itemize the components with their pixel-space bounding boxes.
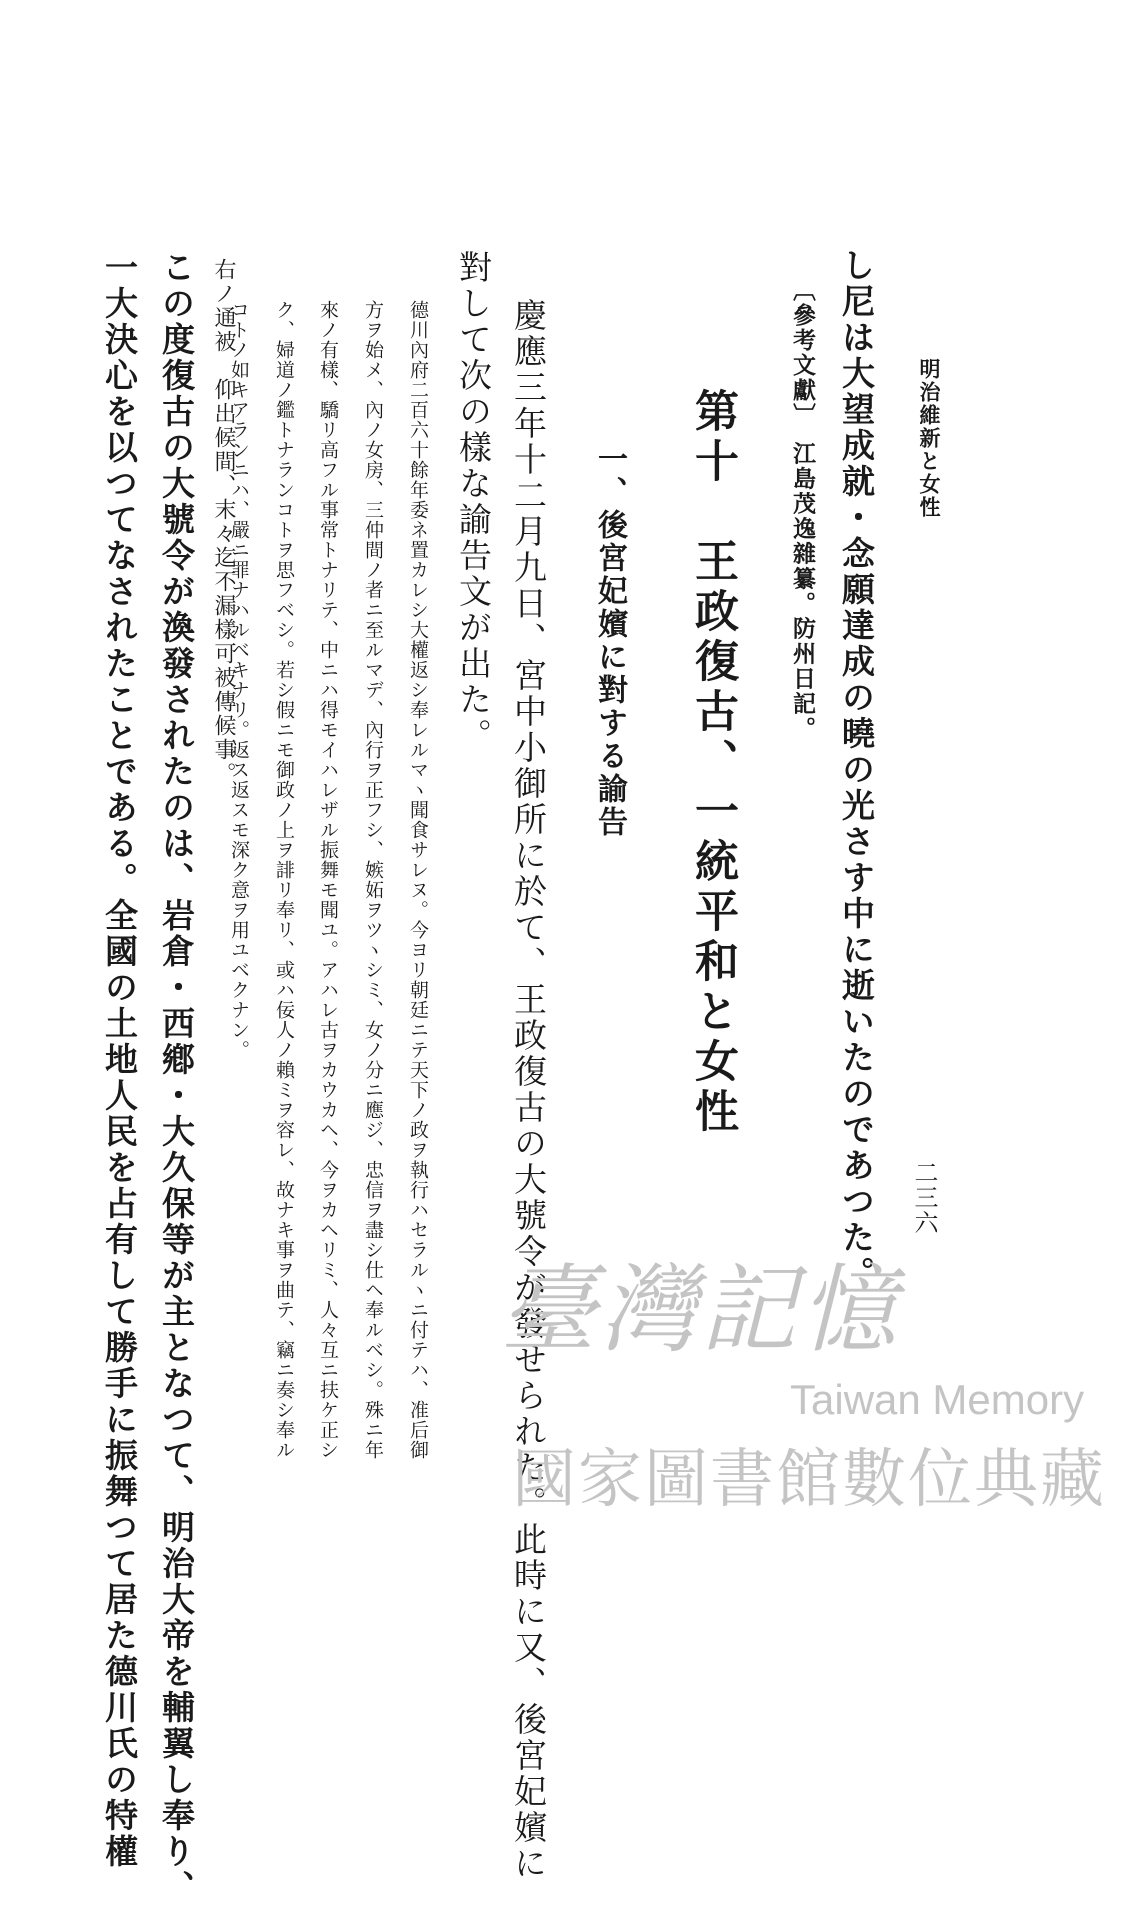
page-number: 二三六: [910, 1160, 938, 1235]
edict-closing: 右ノ通被 仰出候間、末々迄不漏樣可被傳候事。: [211, 258, 236, 786]
section-heading: 一、後宮妃嬪に對する諭告: [592, 443, 627, 839]
previous-paragraph-end: し尼は大望成就・念願達成の曉の光さす中に逝いたのであつた。: [837, 248, 876, 1292]
edict-line-4: ク、婦道ノ鑑トナランコトヲ思フベシ。若シ假ニモ御政ノ上ヲ誹リ奉リ、或ハ佞人ノ賴ミヲ容レ、故ナキ事ヲ曲テ、竊ニ奏シ奉ル: [273, 300, 295, 1460]
chapter-title: 王政復古、一統平和と女性: [687, 538, 738, 1138]
watermark-institution: 國家圖書館數位典藏: [512, 1443, 1106, 1517]
chapter-heading: [678, 388, 738, 1138]
edict-line-1: 德川內府二百六十餘年委ネ置カレシ大權返シ奉レルマヽ聞食サレヌ。今ヨリ朝廷ニテ天下ノ政ヲ執行ハセラルヽニ付テハ、准后御: [407, 300, 429, 1460]
intro-line-2: 對して次の樣な諭告文が出た。: [454, 250, 493, 754]
edict-line-5: コトノ如キアランニハ、嚴ニ罪ナハルベキナリ。返ス返スモ深ク意ヲ用ユベクナン。: [228, 300, 250, 1060]
chapter-number: 第十: [687, 388, 738, 488]
reference-label: 〔參考文獻〕: [789, 278, 816, 417]
watermark-english: Taiwan Memory: [790, 1376, 1085, 1423]
reference-sources: 江島茂逸雜纂。防州日記。: [789, 441, 816, 742]
intro-line-1: 慶應三年十二月九日、宮中小御所に於て、王政復古の大號令が發せられた。此時に又、後宮妃嬪に: [509, 298, 548, 1882]
watermark-calligraphy: 臺灣記憶: [500, 1254, 900, 1366]
edict-line-2: 方ヲ始メ、內ノ女房、三仲間ノ者ニ至ルマデ、內行ヲ正フシ、嫉妬ヲツヽシミ、女ノ分ニ應ジ、忠信ヲ盡シ仕ヘ奉ルベシ。殊ニ年: [362, 300, 384, 1460]
after-line-2: 一大決心を以つてなされたことである。全國の土地人民を占有して勝手に振舞つて居た德川氏の特權: [100, 250, 139, 1870]
reference-line: [784, 278, 814, 748]
running-header: 明治維新と女性: [917, 358, 942, 519]
edict-line-3: 來ノ有樣、驕リ高フル事常トナリテ、中ニハ得モイハレザル振舞モ聞ユ。アハレ古ヲカウカヘ、今ヲカヘリミ、人々互ニ扶ケ正シ: [317, 300, 339, 1460]
after-line-1: この度復古の大號令が渙發されたのは、岩倉・西鄕・大久保等が主となつて、明治大帝を輔翼し奉り、: [157, 250, 196, 1906]
